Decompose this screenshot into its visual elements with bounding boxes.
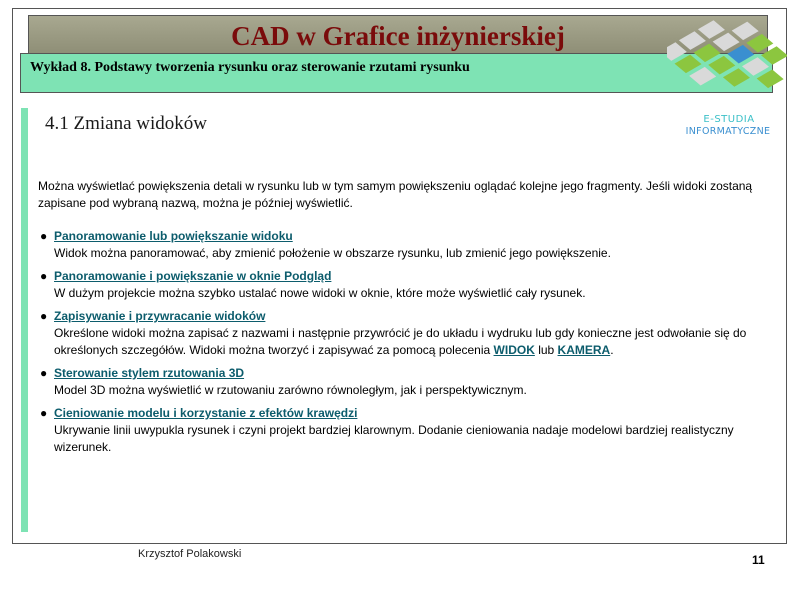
bullet-icon: ● — [40, 366, 48, 380]
left-accent-bar — [21, 108, 28, 532]
list-item — [38, 228, 778, 262]
bullet-icon: ● — [40, 269, 48, 283]
topic-description: W dużym projekcie można szybko ustalać nowe widoki w oknie, które może wyświetlić cały rysunek. — [54, 286, 586, 300]
logo-tile — [667, 42, 687, 61]
list-item — [38, 268, 778, 302]
topic-link-preview-window[interactable]: Panoramowanie i powiększanie w oknie Podgląd — [54, 269, 332, 283]
command-link-widok[interactable]: WIDOK — [493, 343, 535, 357]
bullet-icon: ● — [40, 309, 48, 323]
logo-tile — [757, 70, 784, 89]
logo-tile — [679, 31, 706, 50]
logo-text-informatyczne: INFORMATYCZNE — [685, 126, 771, 137]
logo-tile — [708, 56, 735, 75]
logo-tile — [675, 55, 702, 74]
command-link-kamera[interactable]: KAMERA — [557, 343, 611, 357]
topic-description: Ukrywanie linii uwypukla rysunek i czyni projekt bardziej klarownym. Dodanie cieniowania nadaje modelowi bardziej realistyczny wizerunek. — [54, 423, 734, 454]
logo-tile — [698, 20, 725, 39]
topic-description: Widok można panoramować, aby zmienić położenie w obszarze rysunku, lub zmienić jego powiększenie. — [54, 246, 611, 260]
logo-tile — [761, 46, 787, 65]
list-item — [38, 308, 778, 359]
logo-tile — [742, 57, 769, 76]
slide-title: CAD w Grafice inżynierskiej — [231, 21, 565, 51]
footer-author: Krzysztof Polakowski — [138, 548, 242, 560]
logo-tile — [727, 45, 754, 64]
page-number: 11 — [752, 553, 765, 567]
content-area — [38, 178, 778, 462]
logo-tile — [723, 68, 750, 87]
logo-text-estudia: E-STUDIA — [703, 114, 755, 125]
logo-tile — [732, 22, 759, 41]
topic-link-3d-projection[interactable]: Sterowanie stylem rzutowania 3D — [54, 366, 245, 380]
logo-tile — [694, 44, 721, 63]
bullet-icon: ● — [40, 406, 48, 420]
intro-paragraph: Można wyświetlać powiększenia detali w rysunku lub w tym samym powiększeniu oglądać kolejne jego fragmenty. Jeśli widoki zostaną zapisane pod wybraną nazwą, można je później wyświetlić. — [38, 179, 753, 210]
logo-tile — [713, 33, 740, 52]
topic-description-end: . — [610, 343, 614, 357]
topic-description: Określone widoki można zapisać z nazwami i następnie przywrócić je do układu i wydruku lub gdy konieczne jest odwołanie się do określonych szczegółów. Widoki można tworzyć i zapisywać za pomocą polecenia — [54, 326, 747, 357]
topic-link-pan-zoom[interactable]: Panoramowanie lub powiększanie widoku — [54, 229, 293, 243]
topic-list — [38, 228, 778, 456]
section-title: 4.1 Zmiana widoków — [45, 113, 208, 134]
topic-description: Model 3D można wyświetlić w rzutowaniu zarówno równoległym, jak i perspektywicznym. — [54, 383, 527, 397]
logo-tile — [746, 34, 773, 53]
lecture-subtitle: Wykład 8. Podstawy tworzenia rysunku oraz sterowanie rzutami rysunku — [30, 60, 470, 75]
list-item — [38, 405, 778, 456]
topic-link-shading-edges[interactable]: Cieniowanie modelu i korzystanie z efektów krawędzi — [54, 406, 358, 420]
logo-tile — [689, 67, 716, 86]
topic-link-save-restore-views[interactable]: Zapisywanie i przywracanie widoków — [54, 309, 266, 323]
bullet-icon: ● — [40, 229, 48, 243]
topic-description-connector: lub — [534, 343, 558, 357]
list-item — [38, 365, 778, 399]
